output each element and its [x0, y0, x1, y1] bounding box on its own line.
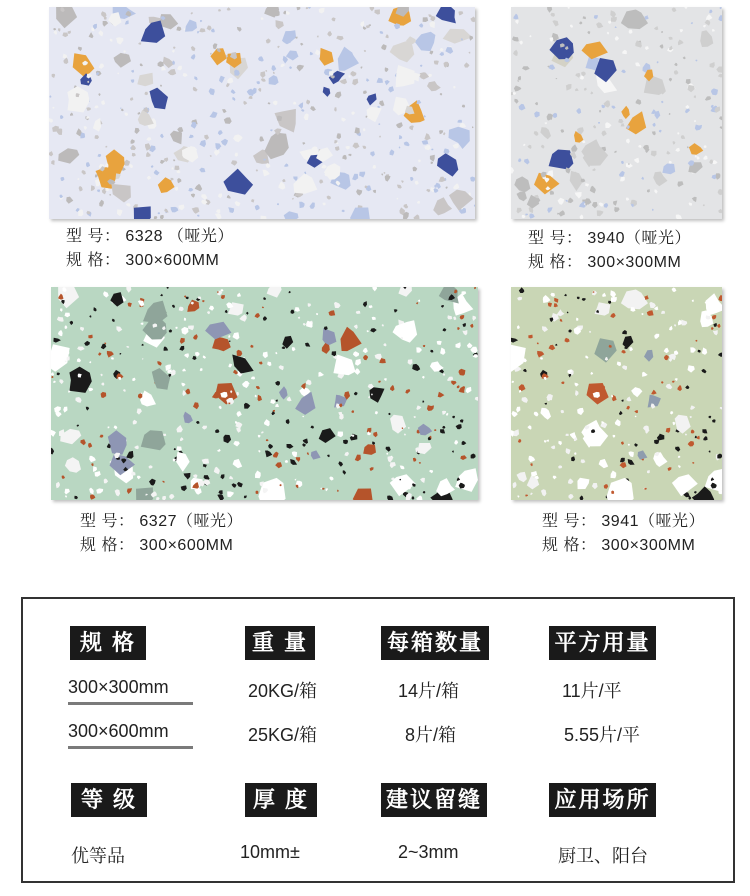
- tile-image-6327: [51, 287, 478, 500]
- model-label: 型 号： 6327（哑光）: [80, 513, 243, 530]
- tile-image-6328: [49, 7, 475, 219]
- header-sqm-usage: 平方用量: [549, 626, 656, 660]
- model-label: 型 号： 3940（哑光）: [528, 230, 691, 247]
- caption-3941: [542, 510, 705, 558]
- cell-thickness: 10mm±: [240, 842, 300, 862]
- header-box-qty: 每箱数量: [381, 626, 489, 660]
- header-application: 应用场所: [549, 783, 656, 817]
- size-label: 规 格： 300×300MM: [528, 254, 682, 271]
- header-spec: 规 格: [70, 626, 146, 660]
- caption-3940: [528, 227, 691, 275]
- row-divider: [68, 746, 193, 749]
- cell-weight-2: 25KG/箱: [248, 725, 318, 745]
- tile-image-3940: [511, 7, 722, 219]
- cell-usage-2: 5.55片/平: [564, 725, 641, 745]
- cell-grade: 优等品: [71, 846, 125, 866]
- size-label: 规 格： 300×300MM: [542, 537, 696, 554]
- size-label: 规 格： 300×600MM: [66, 252, 220, 269]
- cell-application: 厨卫、阳台: [558, 846, 648, 866]
- caption-6327: [80, 510, 243, 558]
- tile-image-3941: [511, 287, 722, 500]
- cell-usage-1: 11片/平: [562, 681, 622, 701]
- header-gap: 建议留缝: [381, 783, 487, 817]
- size-label: 规 格： 300×600MM: [80, 537, 234, 554]
- model-label: 型 号： 6328 （哑光）: [66, 228, 234, 245]
- header-thickness: 厚 度: [245, 783, 317, 817]
- cell-size-1: 300×300mm: [68, 677, 169, 697]
- header-grade: 等 级: [71, 783, 147, 817]
- cell-qty-1: 14片/箱: [398, 681, 460, 701]
- header-weight: 重 量: [245, 626, 315, 660]
- row-divider: [68, 702, 193, 705]
- model-label: 型 号： 3941（哑光）: [542, 513, 705, 530]
- cell-gap: 2~3mm: [398, 842, 459, 862]
- cell-qty-2: 8片/箱: [405, 725, 457, 745]
- cell-size-2: 300×600mm: [68, 721, 169, 741]
- caption-6328: [66, 225, 234, 273]
- cell-weight-1: 20KG/箱: [248, 681, 318, 701]
